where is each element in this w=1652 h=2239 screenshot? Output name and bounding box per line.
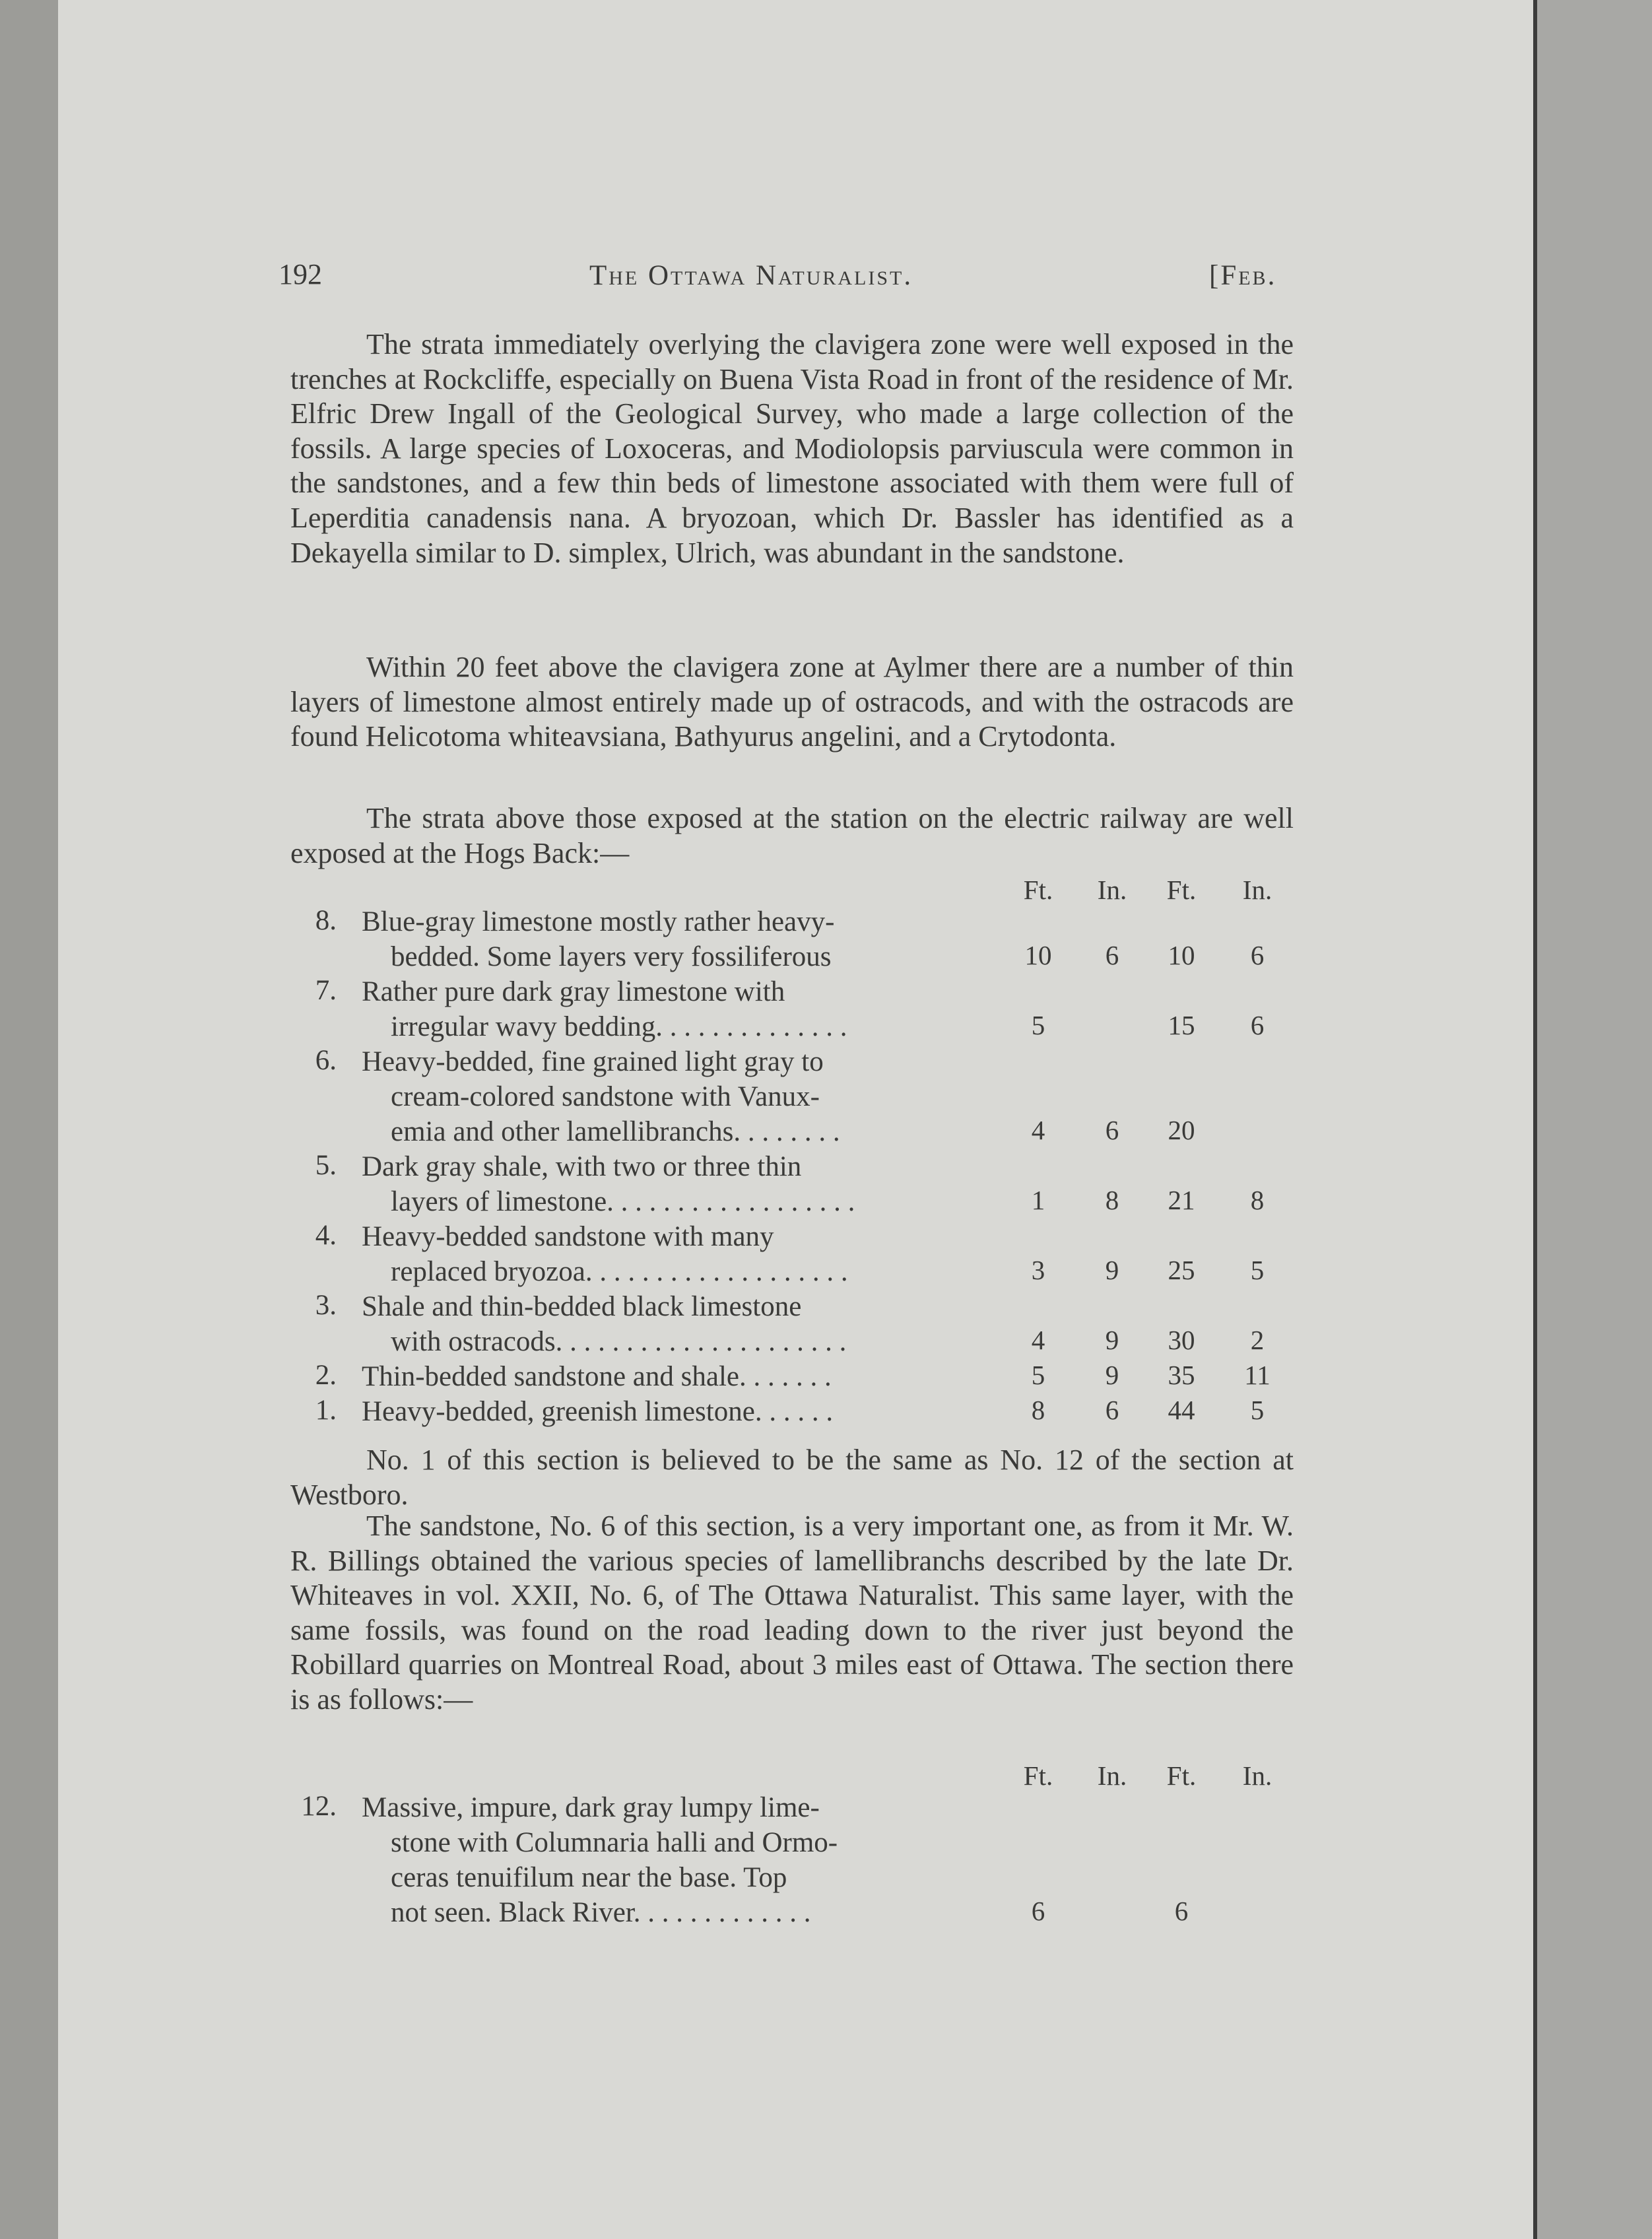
thickness-ft: 4	[1031, 1115, 1045, 1145]
thickness-cum-in: 8	[1250, 1185, 1265, 1215]
layer-number: 3.	[315, 1290, 337, 1321]
running-head-month: [Feb.	[1209, 260, 1277, 291]
thickness-in: 9	[1105, 1255, 1119, 1285]
thickness-cum-ft: 20	[1168, 1115, 1195, 1145]
layer-number: 1.	[315, 1395, 337, 1426]
column-header: Ft.	[1023, 1760, 1053, 1791]
layer-description	[362, 1149, 995, 1219]
thickness-ft: 10	[1024, 940, 1052, 970]
description-line: layers of limestone. . . . . . . . . . . . . . . . . .	[391, 1186, 855, 1217]
description-line: Dark gray shale, with two or three thin	[362, 1151, 802, 1182]
description-line: stone with Columnaria halli and Ormo-	[391, 1827, 838, 1858]
description-line: Rather pure dark gray limestone with	[362, 976, 785, 1007]
description-line: Shale and thin-bedded black limestone	[362, 1291, 802, 1322]
thickness-ft: 1	[1031, 1185, 1045, 1215]
thickness-cum-in: 11	[1244, 1360, 1271, 1390]
paragraph-text: The strata immediately overlying the clavigera zone were well exposed in the trenches at Rockcliffe, especially on Buena Vista Road in front of the residence of Mr. Elfric Drew Ingall of the Geological Survey, who made a large collection of the fossils. A large species of Loxoceras, and Modiolopsis parviuscula were common in the sandstones, and a few thin beds of limestone associated with them were full of Leperditia canadensis nana. A bryozoan, which Dr. Bassler has identified as a Dekayella similar to D. simplex, Ulrich, was abundant in the sandstone.	[290, 328, 1294, 569]
thickness-cum-in: 5	[1250, 1255, 1265, 1285]
paragraph-text: Within 20 feet above the clavigera zone at Aylmer there are a number of thin layers of limestone almost entirely made up of ostracods, and with the ostracods are found Helicotoma whiteavsiana, Bathyurus angelini, and a Crytodonta.	[290, 651, 1294, 753]
description-line: not seen. Black River. . . . . . . . . . . . .	[391, 1897, 811, 1928]
binding-shadow	[1533, 0, 1537, 2239]
layer-number: 4.	[315, 1220, 337, 1251]
thickness-cum-in: 2	[1250, 1325, 1265, 1355]
column-header: Ft.	[1166, 1760, 1197, 1791]
layer-number: 7.	[315, 975, 337, 1006]
thickness-ft: 8	[1031, 1395, 1045, 1425]
thickness-ft: 3	[1031, 1255, 1045, 1285]
thickness-cum-in: 6	[1250, 940, 1265, 970]
layer-number: 8.	[315, 905, 337, 936]
paragraph-aylmer	[290, 650, 1294, 754]
layer-description	[362, 1359, 995, 1394]
thickness-in: 9	[1105, 1325, 1119, 1355]
layer-description	[362, 1289, 995, 1359]
facing-page-edge	[1533, 0, 1652, 2239]
thickness-cum-ft: 35	[1168, 1360, 1195, 1390]
description-line: Heavy-bedded, fine grained light gray to	[362, 1046, 824, 1077]
thickness-cum-ft: 15	[1168, 1010, 1195, 1040]
column-header: In.	[1242, 875, 1272, 905]
thickness-in: 6	[1105, 1395, 1119, 1425]
paragraph-text: The sandstone, No. 6 of this section, is a very important one, as from it Mr. W. R. Billings obtained the various species of lamellibranchs described by the late Dr. Whiteaves in vol. XXII, No. 6, of The Ottawa Naturalist. This same layer, with the same fossils, was found on the road leading down to the river just beyond the Robillard quarries on Montreal Road, about 3 miles east of Ottawa. The section there is as follows:—	[290, 1510, 1294, 1716]
thickness-cum-in: 5	[1250, 1395, 1265, 1425]
paragraph-text: No. 1 of this section is believed to be the same as No. 12 of the section at Westboro.	[290, 1444, 1294, 1511]
thickness-cum-ft: 6	[1174, 1896, 1189, 1926]
description-line: bedded. Some layers very fossiliferous	[391, 941, 832, 972]
description-line: with ostracods. . . . . . . . . . . . . . . . . . . . .	[391, 1326, 847, 1357]
thickness-ft: 4	[1031, 1325, 1045, 1355]
thickness-ft: 5	[1031, 1010, 1045, 1040]
description-line: Massive, impure, dark gray lumpy lime-	[362, 1792, 820, 1823]
column-header: Ft.	[1166, 875, 1197, 905]
layer-number: 2.	[315, 1360, 337, 1391]
paragraph-text: The strata above those exposed at the station on the electric railway are well exposed at the Hogs Back:—	[290, 802, 1294, 869]
thickness-in: 6	[1105, 940, 1119, 970]
column-header: In.	[1242, 1760, 1272, 1791]
description-line: Heavy-bedded sandstone with many	[362, 1221, 774, 1252]
description-line: irregular wavy bedding. . . . . . . . . . . . . .	[391, 1011, 847, 1042]
thickness-cum-ft: 10	[1168, 940, 1195, 970]
description-line: replaced bryozoa. . . . . . . . . . . . . . . . . . .	[391, 1256, 848, 1287]
running-head-title: The Ottawa Naturalist.	[589, 260, 913, 291]
description-line: Thin-bedded sandstone and shale. . . . . . .	[362, 1361, 832, 1392]
paragraph-sandstone	[290, 1509, 1294, 1718]
thickness-cum-ft: 21	[1168, 1185, 1195, 1215]
column-header: In.	[1097, 1760, 1127, 1791]
thickness-in: 8	[1105, 1185, 1119, 1215]
thickness-in: 9	[1105, 1360, 1119, 1390]
paragraph-hogs-back-intro	[290, 801, 1294, 871]
paragraph-westboro-note	[290, 1443, 1294, 1512]
thickness-in: 6	[1105, 1115, 1119, 1145]
description-line: cream-colored sandstone with Vanux-	[391, 1081, 820, 1112]
layer-description	[362, 904, 995, 974]
layer-description	[362, 1219, 995, 1289]
thickness-ft: 6	[1031, 1896, 1045, 1926]
description-line: emia and other lamellibranchs. . . . . . . .	[391, 1116, 840, 1147]
paragraph-rockcliffe	[290, 327, 1294, 570]
column-header: Ft.	[1023, 875, 1053, 905]
layer-description	[362, 974, 995, 1044]
thickness-cum-ft: 30	[1168, 1325, 1195, 1355]
layer-number: 5.	[315, 1150, 337, 1181]
description-line: Blue-gray limestone mostly rather heavy-	[362, 906, 835, 937]
thickness-cum-in: 6	[1250, 1010, 1265, 1040]
thickness-cum-ft: 44	[1168, 1395, 1195, 1425]
layer-description	[362, 1790, 995, 1930]
thickness-ft: 5	[1031, 1360, 1045, 1390]
layer-number: 6.	[315, 1045, 337, 1076]
page-number: 192	[279, 258, 322, 290]
thickness-cum-ft: 25	[1168, 1255, 1195, 1285]
layer-number: 12.	[301, 1791, 337, 1822]
description-line: Heavy-bedded, greenish limestone. . . . . .	[362, 1396, 834, 1427]
column-header: In.	[1097, 875, 1127, 905]
layer-description	[362, 1394, 995, 1429]
layer-description	[362, 1044, 995, 1149]
description-line: ceras tenuifilum near the base. Top	[391, 1862, 787, 1893]
